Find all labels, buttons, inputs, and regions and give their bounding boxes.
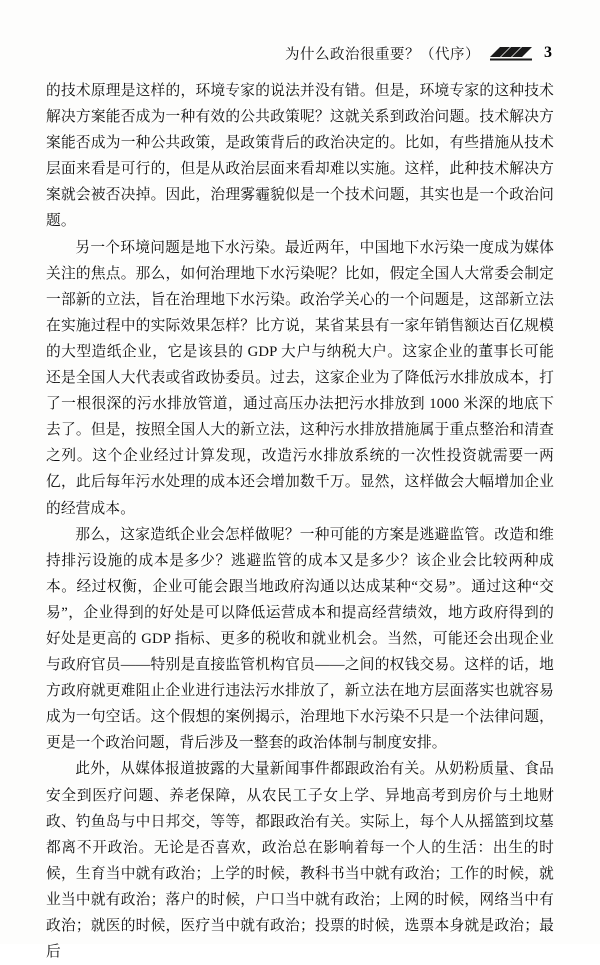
- triple-chevron-ornament-icon: [490, 44, 532, 62]
- page-number: 3: [544, 44, 552, 61]
- running-title: 为什么政治很重要？（代序）: [285, 46, 480, 63]
- page-body: [46, 78, 554, 965]
- page-header: [60, 38, 552, 68]
- paragraph: 另一个环境问题是地下水污染。最近两年，中国地下水污染一度成为媒体关注的焦点。那么，如何治理地下水污染呢？比如，假定全国人大常委会制定一部新的立法，旨在治理地下水污染。政治学关心的一个问题是，这部新立法在实施过程中的实际效果怎样？比方说，某省某县有一家年销售额达百亿规模的大型造纸企业，它是该县的 GDP 大户与纳税大户。这家企业的董事长可能还是全国人大代表或省政协委员。过去，这家企业为了降低污水排放成本，打了一根很深的污水排放管道，通过高压办法把污水排放到 1000 米深的地底下去了。但是，按照全国人大的新立法，这种污水排放措施属于重点整治和清查之列。这个企业经过计算发现，改造污水排放系统的一次性投资就需要一两亿，此后每年污水处理的成本还会增加数千万。显然，这样做会大幅增加企业的经营成本。: [46, 239, 554, 517]
- paragraph: 那么，这家造纸企业会怎样做呢？一种可能的方案是逃避监管。改造和维持排污设施的成本是多少？逃避监管的成本又是多少？该企业会比较两种成本。经过权衡，企业可能会跟当地政府沟通以达成某种“交易”。通过这种“交易”，企业得到的好处是可以降低运营成本和提高经营绩效，地方政府得到的好处是更高的 GDP 指标、更多的税收和就业机会。当然，可能还会出现企业与政府官员——特别是直接监管机构官员——之间的权钱交易。这样的话，地方政府就更难阻止企业进行违法污水排放了，新立法在地方层面落实也就容易成为一句空话。这个假想的案例揭示，治理地下水污染不只是一个法律问题，更是一个政治问题，背后涉及一整套的政治体制与制度安排。: [46, 526, 554, 752]
- paragraph: 此外，从媒体报道披露的大量新闻事件都跟政治有关。从奶粉质量、食品安全到医疗问题、养老保障，从农民工子女上学、异地高考到房价与土地财政、钓鱼岛与中日邦交，等等，都跟政治有关。实际上，每个人从摇篮到坟墓都离不开政治。无论是否喜欢，政治总在影响着每一个人的生活：出生的时候，生育当中就有政治；上学的时候，教科书当中就有政治；工作的时候，就业当中就有政治；落户的时候，户口当中就有政治；上网的时候，网络当中有政治；就医的时候，医疗当中就有政治；投票的时候，选票本身就是政治；最后: [46, 761, 554, 961]
- paragraph: 的技术原理是这样的，环境专家的说法并没有错。但是，环境专家的这种技术解决方案能否成为一种有效的公共政策呢？这就关系到政治问题。技术解决方案能否成为一种公共政策，是政策背后的政治决定的。比如，有些措施从技术层面来看是可行的，但是从政治层面来看却难以实施。这样，此种技术解决方案就会被否决掉。因此，治理雾霾貌似是一个技术问题，其实也是一个政治问题。: [46, 83, 554, 230]
